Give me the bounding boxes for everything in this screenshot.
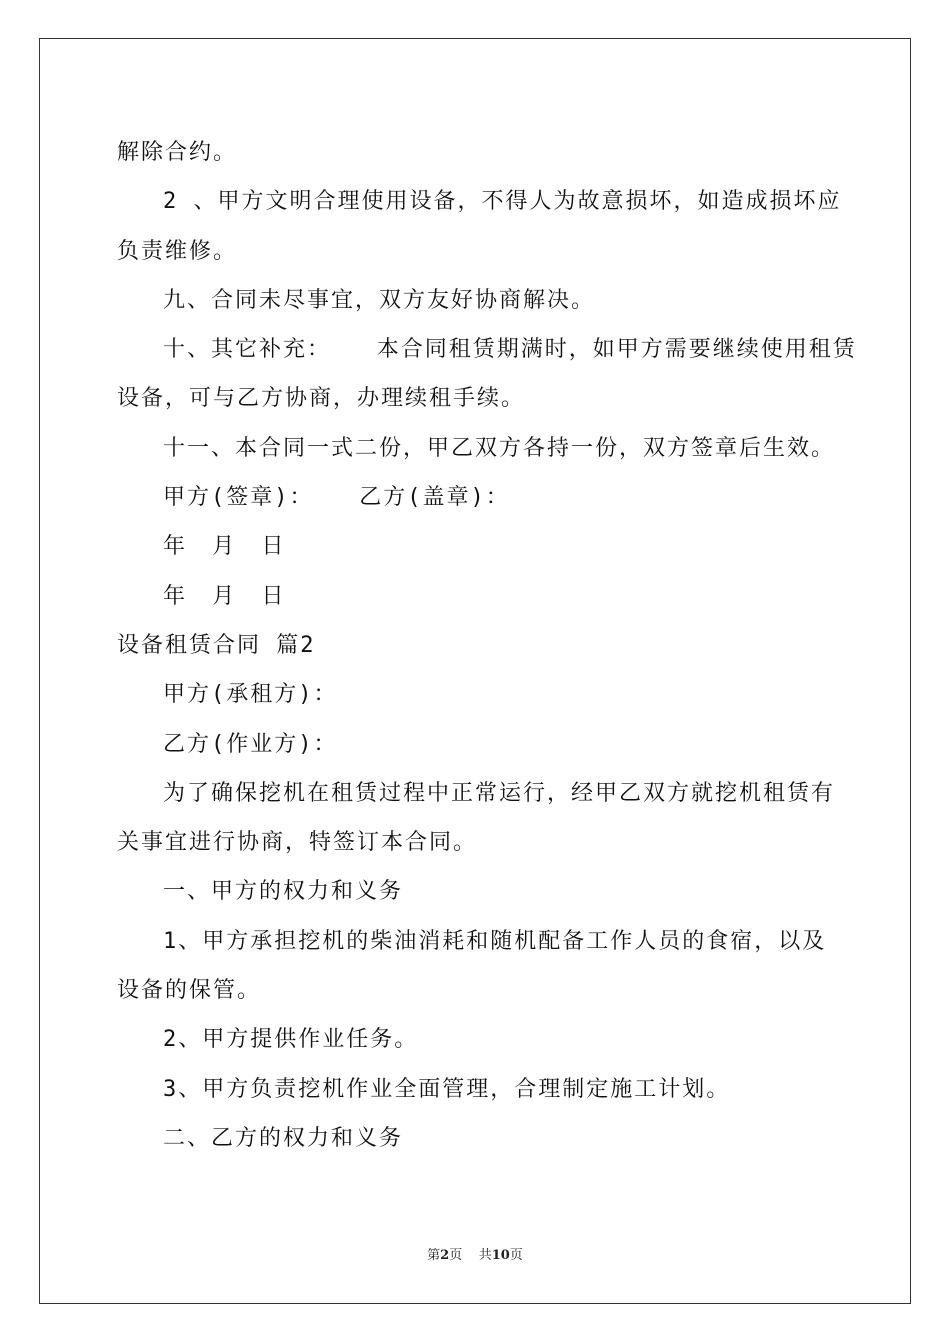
signature-labels: 甲方(签章)： 乙方(盖章)： (163, 485, 510, 511)
section-heading: 设备租赁合同 篇2 (117, 632, 316, 658)
footer-page-number: 2 (440, 1248, 450, 1263)
footer-total-prefix: 共 (478, 1248, 492, 1263)
text-line-20: 3、甲方负责挖机作业全面管理，合理制定施工计划。 (163, 1076, 731, 1102)
footer-total-suffix: 页 (509, 1248, 523, 1263)
text-line-4: 九、合同未尽事宜，双方友好协商解决。 (163, 287, 596, 313)
page-footer (0, 1244, 950, 1263)
text-line-15: 关事宜进行协商，特签订本合同。 (117, 830, 478, 856)
party-a-label: 甲方(承租方)： (163, 682, 338, 708)
footer-total-pages: 10 (491, 1248, 510, 1263)
text-line-14: 为了确保挖机在租赁过程中正常运行，经甲乙双方就挖机租赁有 (163, 780, 836, 806)
date-line-2: 年 月 日 (163, 583, 286, 609)
clause-heading-1: 一、甲方的权力和义务 (163, 879, 404, 905)
party-b-label: 乙方(作业方)： (163, 731, 338, 757)
clause-heading-2: 二、乙方的权力和义务 (163, 1125, 404, 1151)
footer-page-prefix: 第 (427, 1248, 441, 1263)
text-line-5: 十、其它补充： 本合同租赁期满时，如甲方需要继续使用租赁 (163, 337, 857, 363)
text-line-17: 1、甲方承担挖机的柴油消耗和随机配备工作人员的食宿，以及 (163, 928, 827, 954)
date-line-1: 年 月 日 (163, 534, 286, 560)
text-line-2: 2 、甲方文明合理使用设备，不得人为故意损坏，如造成损坏应 (163, 189, 842, 215)
text-line-3: 负责维修。 (117, 238, 238, 264)
document-body (117, 128, 857, 1163)
text-line-7: 十一、本合同一式二份，甲乙双方各持一份，双方签章后生效。 (163, 435, 836, 461)
text-line-18: 设备的保管。 (117, 978, 262, 1004)
text-line-19: 2、甲方提供作业任务。 (163, 1027, 419, 1053)
text-line-6: 设备，可与乙方协商，办理续租手续。 (117, 386, 526, 412)
footer-page-suffix: 页 (449, 1248, 463, 1263)
text-line-1: 解除合约。 (117, 140, 238, 165)
